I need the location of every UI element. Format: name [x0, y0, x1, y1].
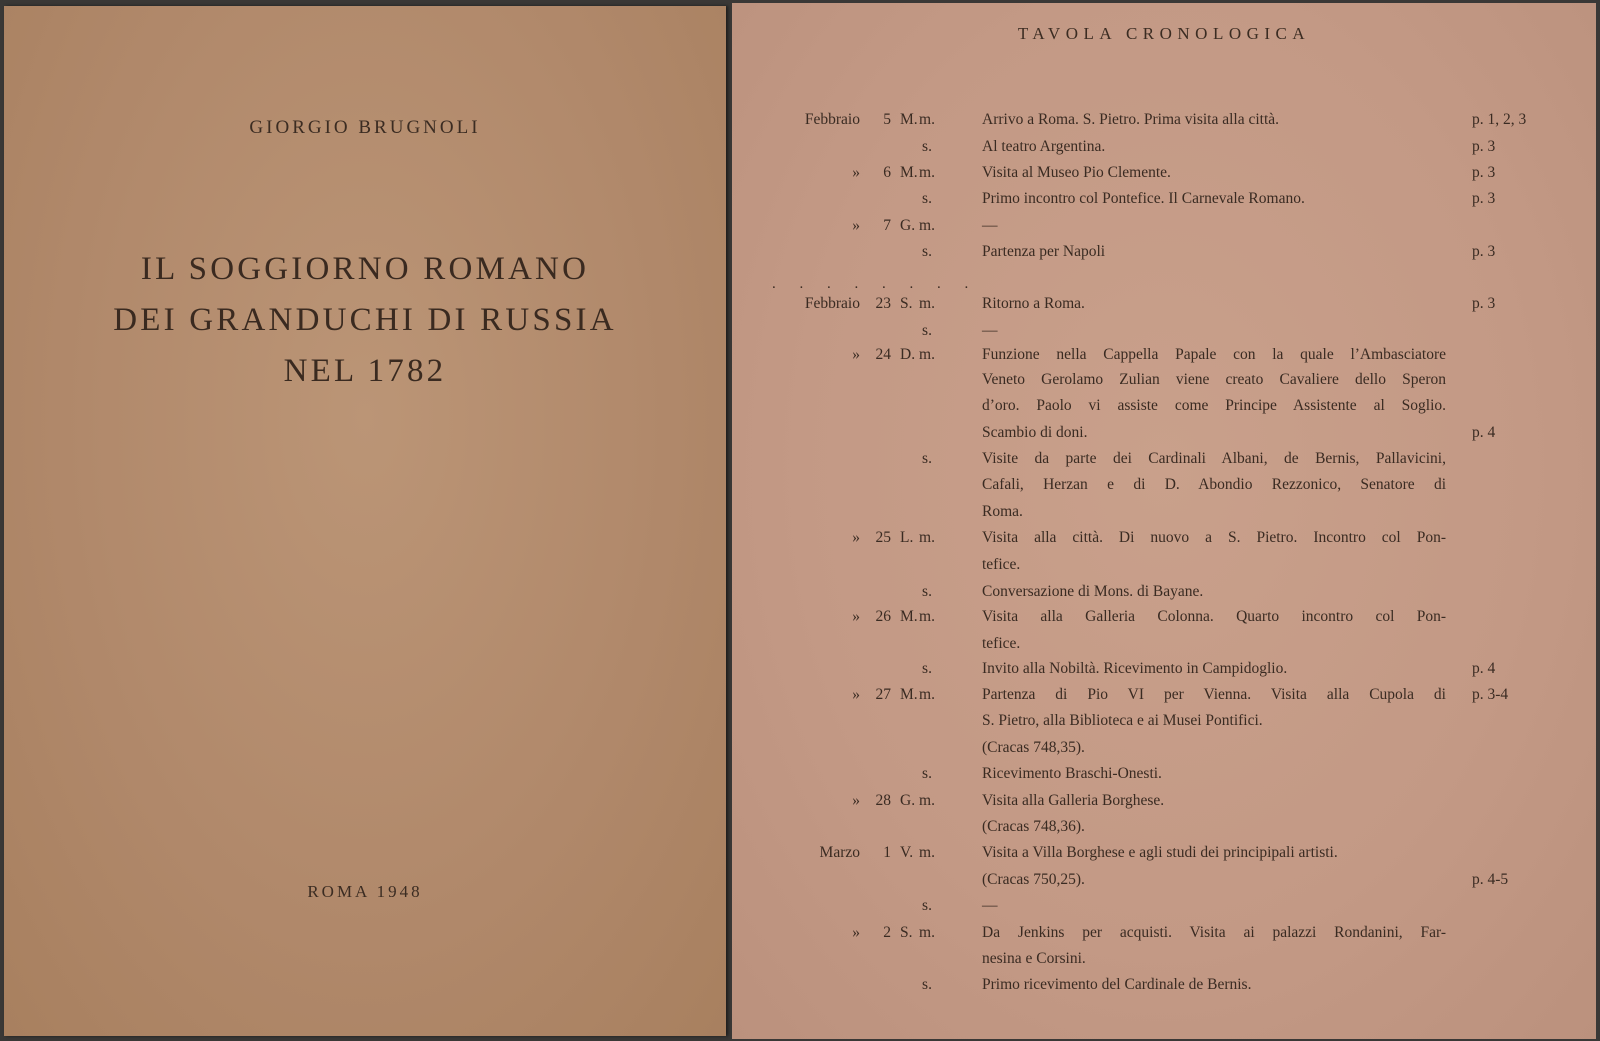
- row-text: Ritorno a Roma.: [982, 295, 1085, 312]
- row-month: Febbraio: [804, 295, 860, 312]
- table-row: [732, 322, 1596, 349]
- row-month: Marzo: [819, 844, 860, 861]
- row-weekday: M.: [900, 164, 918, 181]
- table-row: [732, 608, 1596, 635]
- cover-title: [4, 244, 726, 397]
- row-period: m.: [919, 164, 935, 181]
- row-text: Scambio di doni.: [982, 424, 1088, 441]
- row-period: m.: [919, 844, 935, 861]
- row-text: Primo ricevimento del Cardinale de Bernis.: [982, 976, 1252, 993]
- table-row: [732, 792, 1596, 819]
- row-weekday: G.: [900, 217, 916, 234]
- table-row: [732, 450, 1596, 477]
- row-period: m.: [919, 686, 935, 703]
- row-text: Partenza di Pio VI per Vienna. Visita alla Cupola di: [982, 686, 1446, 703]
- row-text: Partenza per Napoli: [982, 243, 1106, 260]
- row-text: Primo incontro col Pontefice. Il Carnevale Romano.: [982, 190, 1305, 207]
- row-page-ref: p. 3-4: [1472, 686, 1509, 703]
- cover-place-year: ROMA 1948: [307, 882, 423, 901]
- row-period: m.: [919, 346, 935, 363]
- row-period: s.: [922, 897, 932, 914]
- row-period: s.: [922, 765, 932, 782]
- row-day: 6: [883, 164, 891, 181]
- row-text: (Cracas 748,36).: [982, 818, 1085, 835]
- table-row: [732, 765, 1596, 792]
- row-page-ref: p. 4-5: [1472, 871, 1509, 888]
- row-page-ref: p. 4: [1472, 660, 1496, 677]
- table-row: [732, 111, 1596, 138]
- row-period: s.: [922, 450, 932, 467]
- table-row: [732, 190, 1596, 217]
- row-text: tefice.: [982, 635, 1021, 652]
- table-row: [732, 871, 1596, 898]
- table-row: [732, 424, 1596, 451]
- row-text: Visite da parte dei Cardinali Albani, de Bernis, Pallavicini,: [982, 450, 1446, 467]
- chronology-page: [732, 3, 1596, 1039]
- row-period: m.: [919, 924, 935, 941]
- row-weekday: V.: [900, 844, 914, 861]
- separator-dots: . . . . . . . .: [772, 276, 979, 292]
- row-text: (Cracas 748,35).: [982, 739, 1085, 756]
- cover-author: GIORGIO BRUGNOLI: [249, 117, 481, 138]
- row-day: 26: [875, 608, 891, 625]
- row-page-ref: p. 3: [1472, 138, 1496, 155]
- row-month: »: [852, 792, 860, 809]
- row-weekday: M.: [900, 608, 918, 625]
- row-period: s.: [922, 190, 932, 207]
- row-day: 7: [883, 217, 891, 234]
- row-weekday: M.: [900, 686, 918, 703]
- row-period: m.: [919, 295, 935, 312]
- row-text: (Cracas 750,25).: [982, 871, 1085, 888]
- row-period: m.: [919, 217, 935, 234]
- table-row: [732, 295, 1596, 322]
- row-text: Visita a Villa Borghese e agli studi dei principipali artisti.: [982, 844, 1338, 861]
- row-period: m.: [919, 111, 935, 128]
- row-page-ref: p. 4: [1472, 424, 1496, 441]
- table-row: [732, 976, 1596, 1003]
- row-text: Visita alla Galleria Borghese.: [982, 792, 1165, 809]
- table-row: [732, 397, 1596, 424]
- book-cover: [4, 6, 726, 1036]
- table-row: [732, 844, 1596, 871]
- row-period: s.: [922, 660, 932, 677]
- table-row: [732, 583, 1596, 610]
- row-page-ref: p. 3: [1472, 164, 1496, 181]
- table-row: [732, 503, 1596, 530]
- row-month: »: [852, 924, 860, 941]
- table-row: [732, 739, 1596, 766]
- table-row: [732, 660, 1596, 687]
- row-text: Visita alla Galleria Colonna. Quarto incontro col Pon-: [982, 608, 1446, 625]
- table-row: [732, 556, 1596, 583]
- row-text: Arrivo a Roma. S. Pietro. Prima visita alla città.: [982, 111, 1280, 128]
- row-period: m.: [919, 608, 935, 625]
- row-text: Invito alla Nobiltà. Ricevimento in Campidoglio.: [982, 660, 1288, 677]
- row-text: —: [982, 897, 998, 914]
- row-page-ref: p. 3: [1472, 243, 1496, 260]
- row-day: 27: [875, 686, 891, 703]
- row-text: Funzione nella Cappella Papale con la quale l’Ambasciatore: [982, 346, 1446, 363]
- row-text: Ricevimento Braschi-Onesti.: [982, 765, 1162, 782]
- row-period: s.: [922, 243, 932, 260]
- row-month: »: [852, 529, 860, 546]
- table-row: [732, 164, 1596, 191]
- table-row: [732, 924, 1596, 951]
- table-row: [732, 818, 1596, 845]
- cover-title-line: NEL 1782: [283, 353, 447, 389]
- row-weekday: S.: [900, 295, 913, 312]
- row-weekday: S.: [900, 924, 913, 941]
- row-text: Visita al Museo Pio Clemente.: [982, 164, 1171, 181]
- table-row: [732, 897, 1596, 924]
- row-period: s.: [922, 138, 932, 155]
- row-weekday: M.: [900, 111, 918, 128]
- page-heading: TAVOLA CRONOLOGICA: [1017, 24, 1311, 43]
- row-day: 25: [875, 529, 891, 546]
- row-period: s.: [922, 322, 932, 339]
- row-period: m.: [919, 792, 935, 809]
- row-text: Da Jenkins per acquisti. Visita ai palazzi Rondanini, Far-: [982, 924, 1446, 941]
- row-day: 28: [875, 792, 891, 809]
- row-period: s.: [922, 583, 932, 600]
- cover-title-line: IL SOGGIORNO ROMANO: [140, 251, 590, 287]
- row-text: Cafali, Herzan e di D. Abondio Rezzonico, Senatore di: [982, 476, 1446, 493]
- row-day: 2: [883, 924, 891, 941]
- row-text: Conversazione di Mons. di Bayane.: [982, 583, 1204, 600]
- row-weekday: G.: [900, 792, 916, 809]
- row-text: d’oro. Paolo vi assiste come Principe Assistente al Soglio.: [982, 397, 1446, 414]
- table-row: [732, 138, 1596, 165]
- row-text: Visita alla città. Di nuovo a S. Pietro. Incontro col Pon-: [982, 529, 1446, 546]
- table-row: [732, 529, 1596, 556]
- row-text: Al teatro Argentina.: [982, 138, 1106, 155]
- table-row: [732, 712, 1596, 739]
- row-text: —: [982, 322, 998, 339]
- row-text: nesina e Corsini.: [982, 950, 1086, 967]
- table-row: [732, 217, 1596, 244]
- row-day: 24: [875, 346, 891, 363]
- row-month: »: [852, 346, 860, 363]
- table-row: [732, 371, 1596, 398]
- row-text: Roma.: [982, 503, 1023, 520]
- row-text: Veneto Gerolamo Zulian viene creato Cavaliere dello Speron: [982, 371, 1446, 388]
- row-text: —: [982, 217, 998, 234]
- row-weekday: L.: [900, 529, 914, 546]
- row-day: 23: [875, 295, 891, 312]
- row-period: s.: [922, 976, 932, 993]
- row-page-ref: p. 1, 2, 3: [1472, 111, 1527, 128]
- row-period: m.: [919, 529, 935, 546]
- row-weekday: D.: [900, 346, 916, 363]
- row-page-ref: p. 3: [1472, 190, 1496, 207]
- row-day: 1: [883, 844, 891, 861]
- table-row: [732, 476, 1596, 503]
- row-text: S. Pietro, alla Biblioteca e ai Musei Pontifici.: [982, 712, 1263, 729]
- cover-title-line: DEI GRANDUCHI DI RUSSIA: [113, 302, 617, 338]
- table-row: [732, 346, 1596, 373]
- table-row: [732, 686, 1596, 713]
- row-month: »: [852, 164, 860, 181]
- row-page-ref: p. 3: [1472, 295, 1496, 312]
- table-row: [732, 243, 1596, 270]
- row-text: tefice.: [982, 556, 1021, 573]
- row-month: Febbraio: [804, 111, 860, 128]
- row-month: »: [852, 217, 860, 234]
- row-month: »: [852, 608, 860, 625]
- table-row: [732, 950, 1596, 977]
- table-row: [732, 635, 1596, 662]
- row-month: »: [852, 686, 860, 703]
- row-day: 5: [883, 111, 891, 128]
